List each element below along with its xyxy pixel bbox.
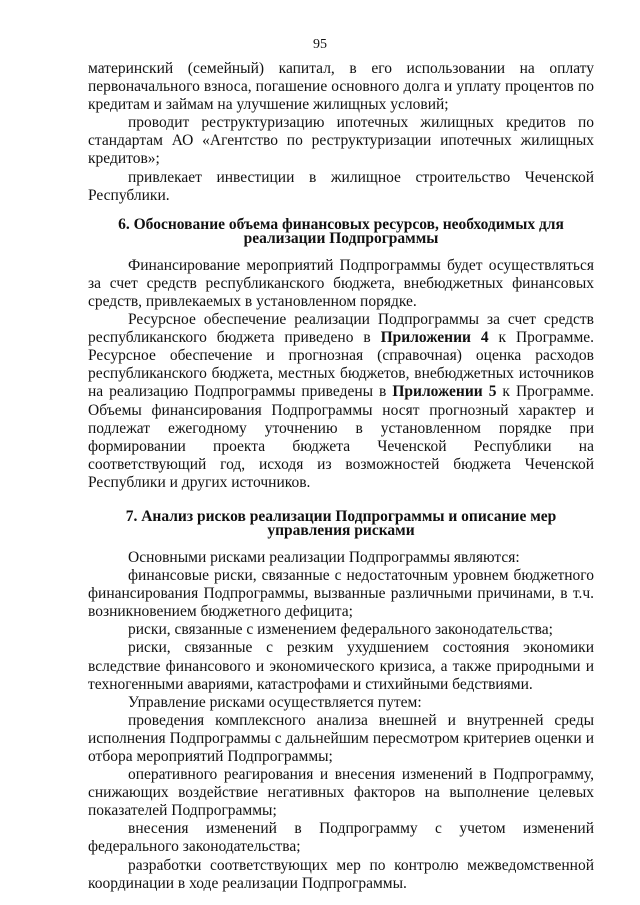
- paragraph-maternity-capital: материнский (семейный) капитал, в его использовании на оплату первоначального взноса, погашение основного долга и уплату процентов по кредитам и займам на улучшение жилищных условий;: [88, 60, 594, 114]
- section-6-heading-line-1: 6. Обоснование объема финансовых ресурсов, необходимых для: [118, 215, 564, 233]
- section-7-heading: [88, 507, 594, 540]
- paragraph-main-risks: Основными рисками реализации Подпрограммы являются:: [128, 548, 520, 566]
- paragraph-restructuring: проводит реструктуризацию ипотечных жилищных кредитов по стандартам АО «Агентство по реструктуризации ипотечных жилищных кредитов»;: [88, 114, 594, 168]
- paragraph-resource-provision: [88, 311, 594, 492]
- resource-text-1: Ресурсное обеспечение реализации Подпрограммы за счет средств республиканского бюджета приведено в: [88, 311, 594, 347]
- paragraph-financing: Финансирование мероприятий Подпрограммы будет осуществляться за счет средств республиканского бюджета, внебюджетных финансовых средств, привлекаемых в установленном порядке.: [88, 256, 594, 310]
- paragraph-legislation-risks: риски, связанные с изменением федерального законодательства;: [128, 621, 553, 639]
- page-number: 95: [313, 37, 327, 52]
- paragraph-operative-response: оперативного реагирования и внесения изменений в Подпрограмму, снижающих воздействие негативных факторов на выполнение целевых показателей Подпрограммы;: [88, 766, 594, 820]
- section-6-heading-line-2: реализации Подпрограммы: [243, 230, 439, 248]
- section-7-heading-line-1: 7. Анализ рисков реализации Подпрограммы и описание мер: [125, 507, 557, 525]
- paragraph-legislation-changes: внесения изменений в Подпрограмму с учетом изменений федерального законодательства;: [88, 820, 594, 856]
- section-6-heading: [88, 215, 594, 248]
- paragraph-investments: привлекает инвестиции в жилищное строительство Чеченской Республики.: [88, 168, 594, 204]
- paragraph-coordination: разработки соответствующих мер по контролю межведомственной координации в ходе реализации Подпрограммы.: [88, 856, 594, 892]
- appendix-5-reference: Приложении 5: [392, 383, 497, 401]
- section-7-heading-line-2: управления рисками: [267, 522, 415, 540]
- resource-text-2: к Программе. Ресурсное обеспечение и прогнозная (справочная) оценка расходов республиканского бюджета, местных бюджетов, внебюджетных источников на реализацию Подпрограммы приведены в: [88, 329, 595, 401]
- paragraph-risk-management: Управление рисками осуществляется путем:: [128, 693, 422, 711]
- page-content: [88, 60, 594, 893]
- paragraph-financial-risks: финансовые риски, связанные с недостаточным уровнем бюджетного финансирования Подпрограммы, вызванные различными причинами, в т.ч. возникновением бюджетного дефицита;: [88, 567, 594, 621]
- paragraph-complex-analysis: проведения комплексного анализа внешней и внутренней среды исполнения Подпрограммы с дальнейшим пересмотром критериев оценки и отбора мероприятий Подпрограммы;: [88, 711, 594, 765]
- appendix-4-reference: Приложении 4: [380, 329, 489, 347]
- resource-text-3: к Программе. Объемы финансирования Подпрограммы носят прогнозный характер и подлежат ежегодному уточнению в установленном порядке при формировании проекта бюджета Чеченской Республики на соответствующий год, исходя из возможностей бюджета Чеченской Республики и других источников.: [88, 383, 594, 491]
- paragraph-economic-risks: риски, связанные с резким ухудшением состояния экономики вследствие финансового и экономического кризиса, а также природными и техногенными авариями, катастрофами и стихийными бедствиями.: [88, 639, 594, 693]
